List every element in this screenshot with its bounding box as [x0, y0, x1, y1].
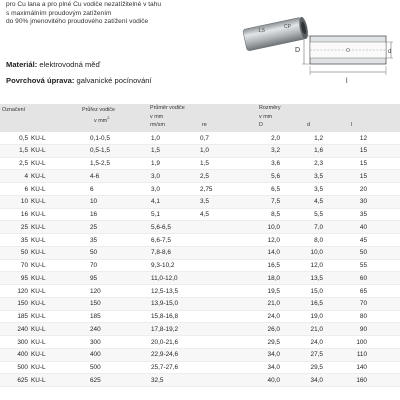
cell-code: KU-L [31, 198, 46, 206]
cell-diameter-rm-sm: 3,0 [151, 172, 160, 180]
photo-marking-right: CP [284, 24, 291, 30]
cell-D: 14,0 [267, 249, 280, 257]
cell-d: 7,0 [314, 223, 323, 231]
cell-diameter-rm-sm: 22,9-24,6 [151, 351, 179, 359]
cell-d: 3,5 [314, 172, 323, 180]
cell-d: 15,0 [310, 287, 323, 295]
cell-diameter-rm-sm: 15,8-16,8 [151, 313, 179, 320]
photo-marking-left: 1,5 [258, 28, 265, 34]
cell-cross-section: 6 [90, 185, 94, 193]
cell-D: 3,6 [271, 160, 280, 167]
cell-size: 625 [17, 376, 28, 384]
cell-D: 24,0 [267, 313, 280, 320]
cell-D: 6,5 [271, 185, 280, 193]
cell-diameter-re: 1,5 [200, 160, 209, 167]
surface-line [6, 76, 152, 85]
table-row [0, 145, 400, 158]
cell-cross-section: 400 [90, 351, 101, 359]
cell-D: 18,0 [267, 274, 280, 282]
table-row [0, 221, 400, 234]
cell-diameter-rm-sm: 4,1 [151, 198, 160, 206]
cell-l: 20 [359, 185, 367, 193]
cell-diameter-re: 2,75 [200, 185, 213, 193]
cell-l: 15 [359, 160, 367, 167]
cell-D: 10,0 [267, 223, 280, 231]
cell-diameter-rm-sm: 7,8-8,6 [151, 249, 171, 257]
cell-D: 34,0 [267, 351, 280, 359]
table-row [0, 323, 400, 336]
cell-size: 95 [20, 274, 28, 282]
cell-l: 50 [359, 249, 367, 257]
label-d: d [388, 49, 392, 55]
col-prurez: Průřez vodiče [82, 107, 115, 113]
cell-d: 21,0 [310, 325, 323, 333]
cell-l: 40 [359, 223, 367, 231]
cell-size: 400 [17, 351, 28, 359]
label-D: D [295, 47, 301, 54]
table-row [0, 298, 400, 311]
cell-cross-section: 150 [90, 300, 101, 308]
cell-diameter-re: 3,5 [200, 198, 209, 206]
cell-code: KU-L [31, 249, 46, 257]
cell-cross-section: 35 [90, 236, 98, 244]
cell-diameter-rm-sm: 12,5-13,5 [151, 287, 179, 295]
cell-size: 4 [24, 172, 28, 180]
cell-code: KU-L [31, 147, 46, 155]
cell-diameter-rm-sm: 20,0-21,6 [151, 338, 179, 346]
cell-size: 120 [17, 287, 28, 295]
cell-D: 12,0 [267, 236, 280, 244]
table-row [0, 158, 400, 171]
cell-d: 27,5 [310, 351, 323, 359]
table-body [0, 132, 400, 387]
cell-D: 26,0 [267, 325, 280, 333]
cell-l: 70 [359, 300, 367, 308]
table-row [0, 374, 400, 387]
intro-text [6, 1, 216, 27]
cell-d: 8,0 [314, 236, 323, 244]
cell-d: 24,0 [310, 338, 323, 346]
cell-cross-section: 95 [90, 274, 98, 282]
cell-diameter-rm-sm: 13,9-15,0 [151, 300, 179, 308]
cell-code: KU-L [31, 351, 46, 359]
cell-cross-section: 500 [90, 364, 101, 371]
intro-line: do 90% jmenovitého proudového zatížení vodiče [6, 18, 149, 26]
cell-d: 12,0 [310, 262, 323, 269]
cell-l: 55 [359, 262, 367, 269]
material-value: elektrovodná měď [39, 60, 101, 69]
cell-diameter-rm-sm: 3,0 [151, 185, 160, 193]
material-label: Materiál: [6, 60, 38, 69]
col-rozmery: Rozměry [259, 105, 281, 111]
intro-line: s maximálním proudovým zatížením [6, 9, 112, 17]
table-row [0, 196, 400, 209]
cell-d: 5,5 [314, 211, 323, 218]
cell-cross-section: 185 [90, 313, 101, 320]
cell-d: 1,6 [314, 147, 323, 155]
cell-size: 16 [20, 211, 28, 218]
cell-diameter-rm-sm: 5,6-6,5 [151, 223, 171, 231]
col-d: d [307, 122, 310, 128]
cell-D: 7,5 [271, 198, 280, 206]
cell-l: 45 [359, 236, 367, 244]
cell-code: KU-L [31, 313, 46, 320]
cell-code: KU-L [31, 134, 46, 142]
surface-label: Povrchová úprava: [6, 76, 75, 85]
cell-l: 12 [359, 134, 367, 142]
cell-D: 34,0 [267, 364, 280, 371]
cell-code: KU-L [31, 262, 46, 269]
connector-drawing [292, 26, 396, 90]
col-rm-sm: rm/sm [150, 122, 165, 128]
cell-l: 160 [356, 376, 367, 384]
table-row [0, 234, 400, 247]
cell-D: 29,5 [267, 338, 280, 346]
cell-d: 13,5 [310, 274, 323, 282]
cell-size: 25 [20, 223, 28, 231]
cell-size: 50 [20, 249, 28, 257]
col-prurez-unit: v $mm^2$ [94, 115, 110, 124]
specs-table [0, 104, 400, 387]
cell-diameter-re: 0,7 [200, 134, 209, 142]
cell-code: KU-L [31, 364, 46, 371]
cell-size: 150 [17, 300, 28, 308]
cell-cross-section: 240 [90, 325, 101, 333]
cell-size: 185 [17, 313, 28, 320]
surface-value: galvanické pocínování [76, 76, 152, 85]
cell-diameter-rm-sm: 17,8-19,2 [151, 325, 179, 333]
cell-l: 15 [359, 172, 367, 180]
cell-cross-section: 16 [90, 211, 98, 218]
cell-D: 5,6 [271, 172, 280, 180]
cell-cross-section: 10 [90, 198, 98, 206]
table-row [0, 285, 400, 298]
table-row [0, 272, 400, 285]
cell-l: 90 [359, 325, 367, 333]
cell-cross-section: 300 [90, 338, 101, 346]
cell-l: 100 [356, 338, 367, 346]
material-line [6, 60, 100, 69]
cell-code: KU-L [31, 274, 46, 282]
col-prumer-unit: v mm [150, 114, 164, 120]
cell-code: KU-L [31, 236, 46, 244]
cell-d: 19,0 [310, 313, 323, 320]
cell-D: 3,2 [271, 147, 280, 155]
col-D: D [259, 122, 263, 128]
cell-l: 60 [359, 274, 367, 282]
cell-l: 65 [359, 287, 367, 295]
table-row [0, 247, 400, 260]
cell-cross-section: 120 [90, 287, 101, 295]
intro-line: pro Cu lana a pro plné Cu vodiče nezatížitelné v tahu [6, 1, 162, 8]
cell-D: 40,0 [267, 376, 280, 384]
cell-d: 16,5 [310, 300, 323, 308]
col-oznaceni: Označení [2, 107, 26, 113]
cell-l: 110 [356, 351, 367, 359]
cell-l: 140 [356, 364, 367, 371]
cell-diameter-re: 4,5 [200, 211, 209, 218]
cell-code: KU-L [31, 376, 46, 384]
table-row [0, 170, 400, 183]
cell-l: 80 [359, 313, 367, 320]
cell-D: 16,5 [267, 262, 280, 269]
cell-D: 19,5 [267, 287, 280, 295]
cell-D: 8,5 [271, 211, 280, 218]
cell-cross-section: 0,5-1,5 [90, 147, 110, 155]
table-row [0, 183, 400, 196]
cell-l: 15 [359, 147, 367, 155]
table-row [0, 311, 400, 324]
cell-size: 10 [20, 198, 28, 206]
cell-diameter-rm-sm: 25,7-27,6 [151, 364, 179, 371]
cell-cross-section: 625 [90, 376, 101, 384]
cell-d: 10,0 [310, 249, 323, 257]
cell-diameter-rm-sm: 5,1 [151, 211, 160, 218]
cell-code: KU-L [31, 211, 46, 218]
col-re: re [202, 122, 207, 128]
cell-size: 70 [20, 262, 28, 269]
cell-size: 35 [20, 236, 28, 244]
cell-diameter-rm-sm: 9,3-10,2 [151, 262, 175, 269]
cell-l: 35 [359, 211, 367, 218]
cell-cross-section: 4-6 [90, 172, 100, 180]
cell-cross-section: 0,1-0,5 [90, 134, 110, 142]
cell-size: 6 [24, 185, 28, 193]
cell-diameter-re: 1,0 [200, 147, 209, 155]
cell-code: KU-L [31, 300, 46, 308]
cell-d: 34,0 [310, 376, 323, 384]
cell-size: 0,5 [19, 134, 28, 142]
cell-d: 3,5 [314, 185, 323, 193]
cell-size: 1,5 [19, 147, 28, 155]
cell-code: KU-L [31, 287, 46, 295]
cell-diameter-rm-sm: 1,9 [151, 160, 160, 167]
cell-d: 2,3 [314, 160, 323, 167]
label-l: l [346, 78, 348, 85]
cell-diameter-rm-sm: 11,0-12,0 [151, 274, 178, 282]
cell-d: 1,2 [314, 134, 323, 142]
cell-d: 4,5 [314, 198, 323, 206]
cell-code: KU-L [31, 185, 46, 193]
cell-d: 29,5 [310, 364, 323, 371]
table-row [0, 362, 400, 375]
cell-size: 500 [17, 364, 28, 371]
cell-code: KU-L [31, 160, 46, 167]
cell-size: 300 [17, 338, 28, 346]
table-header [0, 104, 400, 132]
cell-size: 240 [17, 325, 28, 333]
cell-diameter-rm-sm: 6,6-7,5 [151, 236, 171, 244]
cell-D: 21,0 [267, 300, 280, 308]
cell-diameter-rm-sm: 1,5 [151, 147, 160, 155]
table-row [0, 349, 400, 362]
cell-cross-section: 1,5-2,5 [90, 160, 110, 167]
table-row [0, 209, 400, 222]
col-rozmery-unit: v mm [259, 114, 273, 120]
cell-l: 30 [359, 198, 367, 206]
cell-cross-section: 25 [90, 223, 98, 231]
cell-code: KU-L [31, 338, 46, 346]
cell-cross-section: 50 [90, 249, 98, 257]
cell-code: KU-L [31, 325, 46, 333]
table-row [0, 336, 400, 349]
table-row [0, 132, 400, 145]
cell-size: 2,5 [19, 160, 28, 167]
cell-diameter-rm-sm: 32,5 [151, 376, 164, 384]
cell-diameter-rm-sm: 1,0 [151, 134, 160, 142]
cell-diameter-re: 2,5 [200, 172, 209, 180]
cell-code: KU-L [31, 223, 46, 231]
col-l: l [351, 122, 353, 128]
table-row [0, 260, 400, 273]
col-prumer: Průměr vodiče [150, 105, 185, 111]
cell-code: KU-L [31, 172, 46, 180]
cell-D: 2,0 [271, 134, 280, 142]
cell-cross-section: 70 [90, 262, 98, 269]
